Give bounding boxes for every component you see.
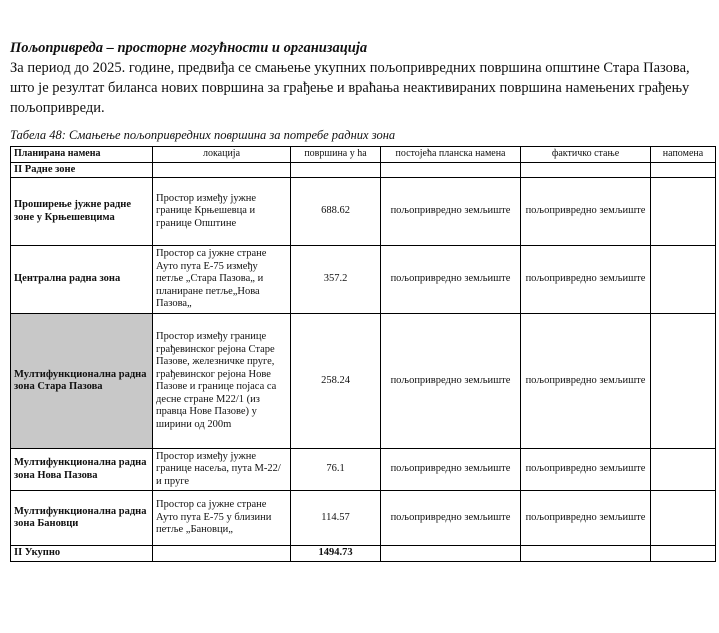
row-location: Простор између јужне границе насеља, пута М-22/ и пруге: [153, 449, 291, 491]
table-row: [11, 246, 716, 314]
row-note: [651, 314, 716, 449]
table-row: [11, 491, 716, 546]
row-note: [651, 491, 716, 546]
table-caption: Табела 48: Смањење пољопривредних површина за потребе радних зона: [10, 128, 396, 142]
row-actual-state: пољопривредно земљиште: [521, 178, 651, 246]
row-planned-use: пољопривредно земљиште: [381, 449, 521, 491]
row-name: Мултифункционална радна зона Бановци: [11, 491, 153, 546]
total-label: II Укупно: [11, 546, 153, 562]
header-existing-plan: постојећа планска намена: [381, 147, 521, 163]
row-name: Мултифункционална радна зона Стара Пазова: [11, 314, 153, 449]
row-actual-state: пољопривредно земљиште: [521, 449, 651, 491]
row-planned-use: пољопривредно земљиште: [381, 178, 521, 246]
header-planned-use: Планирана намена: [11, 147, 153, 163]
section-heading: Пољопривреда – просторне могућности и организација: [10, 40, 368, 56]
total-row: [11, 546, 716, 562]
row-location: Простор између јужне границе Крњешевца и границе Општине: [153, 178, 291, 246]
row-note: [651, 246, 716, 314]
row-actual-state: пољопривредно земљиште: [521, 314, 651, 449]
row-area: 114.57: [291, 491, 381, 546]
header-location: локација: [153, 147, 291, 163]
row-actual-state: пољопривредно земљиште: [521, 246, 651, 314]
table-header-row: [11, 147, 716, 163]
row-note: [651, 178, 716, 246]
row-name: Централна радна зона: [11, 246, 153, 314]
row-actual-state: пољопривредно земљиште: [521, 491, 651, 546]
row-area: 357.2: [291, 246, 381, 314]
row-planned-use: пољопривредно земљиште: [381, 314, 521, 449]
header-actual-state: фактичко стање: [521, 147, 651, 163]
header-note: напомена: [651, 147, 716, 163]
section-label: II Радне зоне: [11, 162, 153, 178]
row-name: Мултифункционална радна зона Нова Пазова: [11, 449, 153, 491]
row-note: [651, 449, 716, 491]
row-location: Простор између границе грађевинског рејона Старе Пазове, железничке пруге, грађевинског рејона Нове Пазове и границе појаса са десне стране М22/1 (из правца Нове Пазове) у ширини од 200m: [153, 314, 291, 449]
table-row: [11, 178, 716, 246]
header-area: површина у ha: [291, 147, 381, 163]
row-name: Проширење јужне радне зоне у Крњешевцима: [11, 178, 153, 246]
table-row: [11, 449, 716, 491]
row-area: 258.24: [291, 314, 381, 449]
work-zones-table: [10, 146, 716, 562]
row-location: Простор са јужне стране Ауто пута Е-75 између петље „Стара Пазова„ и планиране петље„Нова Пазова„: [153, 246, 291, 314]
row-planned-use: пољопривредно земљиште: [381, 246, 521, 314]
row-location: Простор са јужне стране Ауто пута Е-75 у близини петље „Бановци„: [153, 491, 291, 546]
row-planned-use: пољопривредно земљиште: [381, 491, 521, 546]
intro-paragraph: За период до 2025. године, предвиђа се смањење укупних пољопривредних површина општине Стара Пазова, што је резултат биланса нових површина за грађење и враћања неактивираних површина намењених грађењу пољопривреди.: [10, 60, 690, 116]
row-area: 76.1: [291, 449, 381, 491]
section-row: [11, 162, 716, 178]
total-value: 1494.73: [291, 546, 381, 562]
row-area: 688.62: [291, 178, 381, 246]
table-row: [11, 314, 716, 449]
